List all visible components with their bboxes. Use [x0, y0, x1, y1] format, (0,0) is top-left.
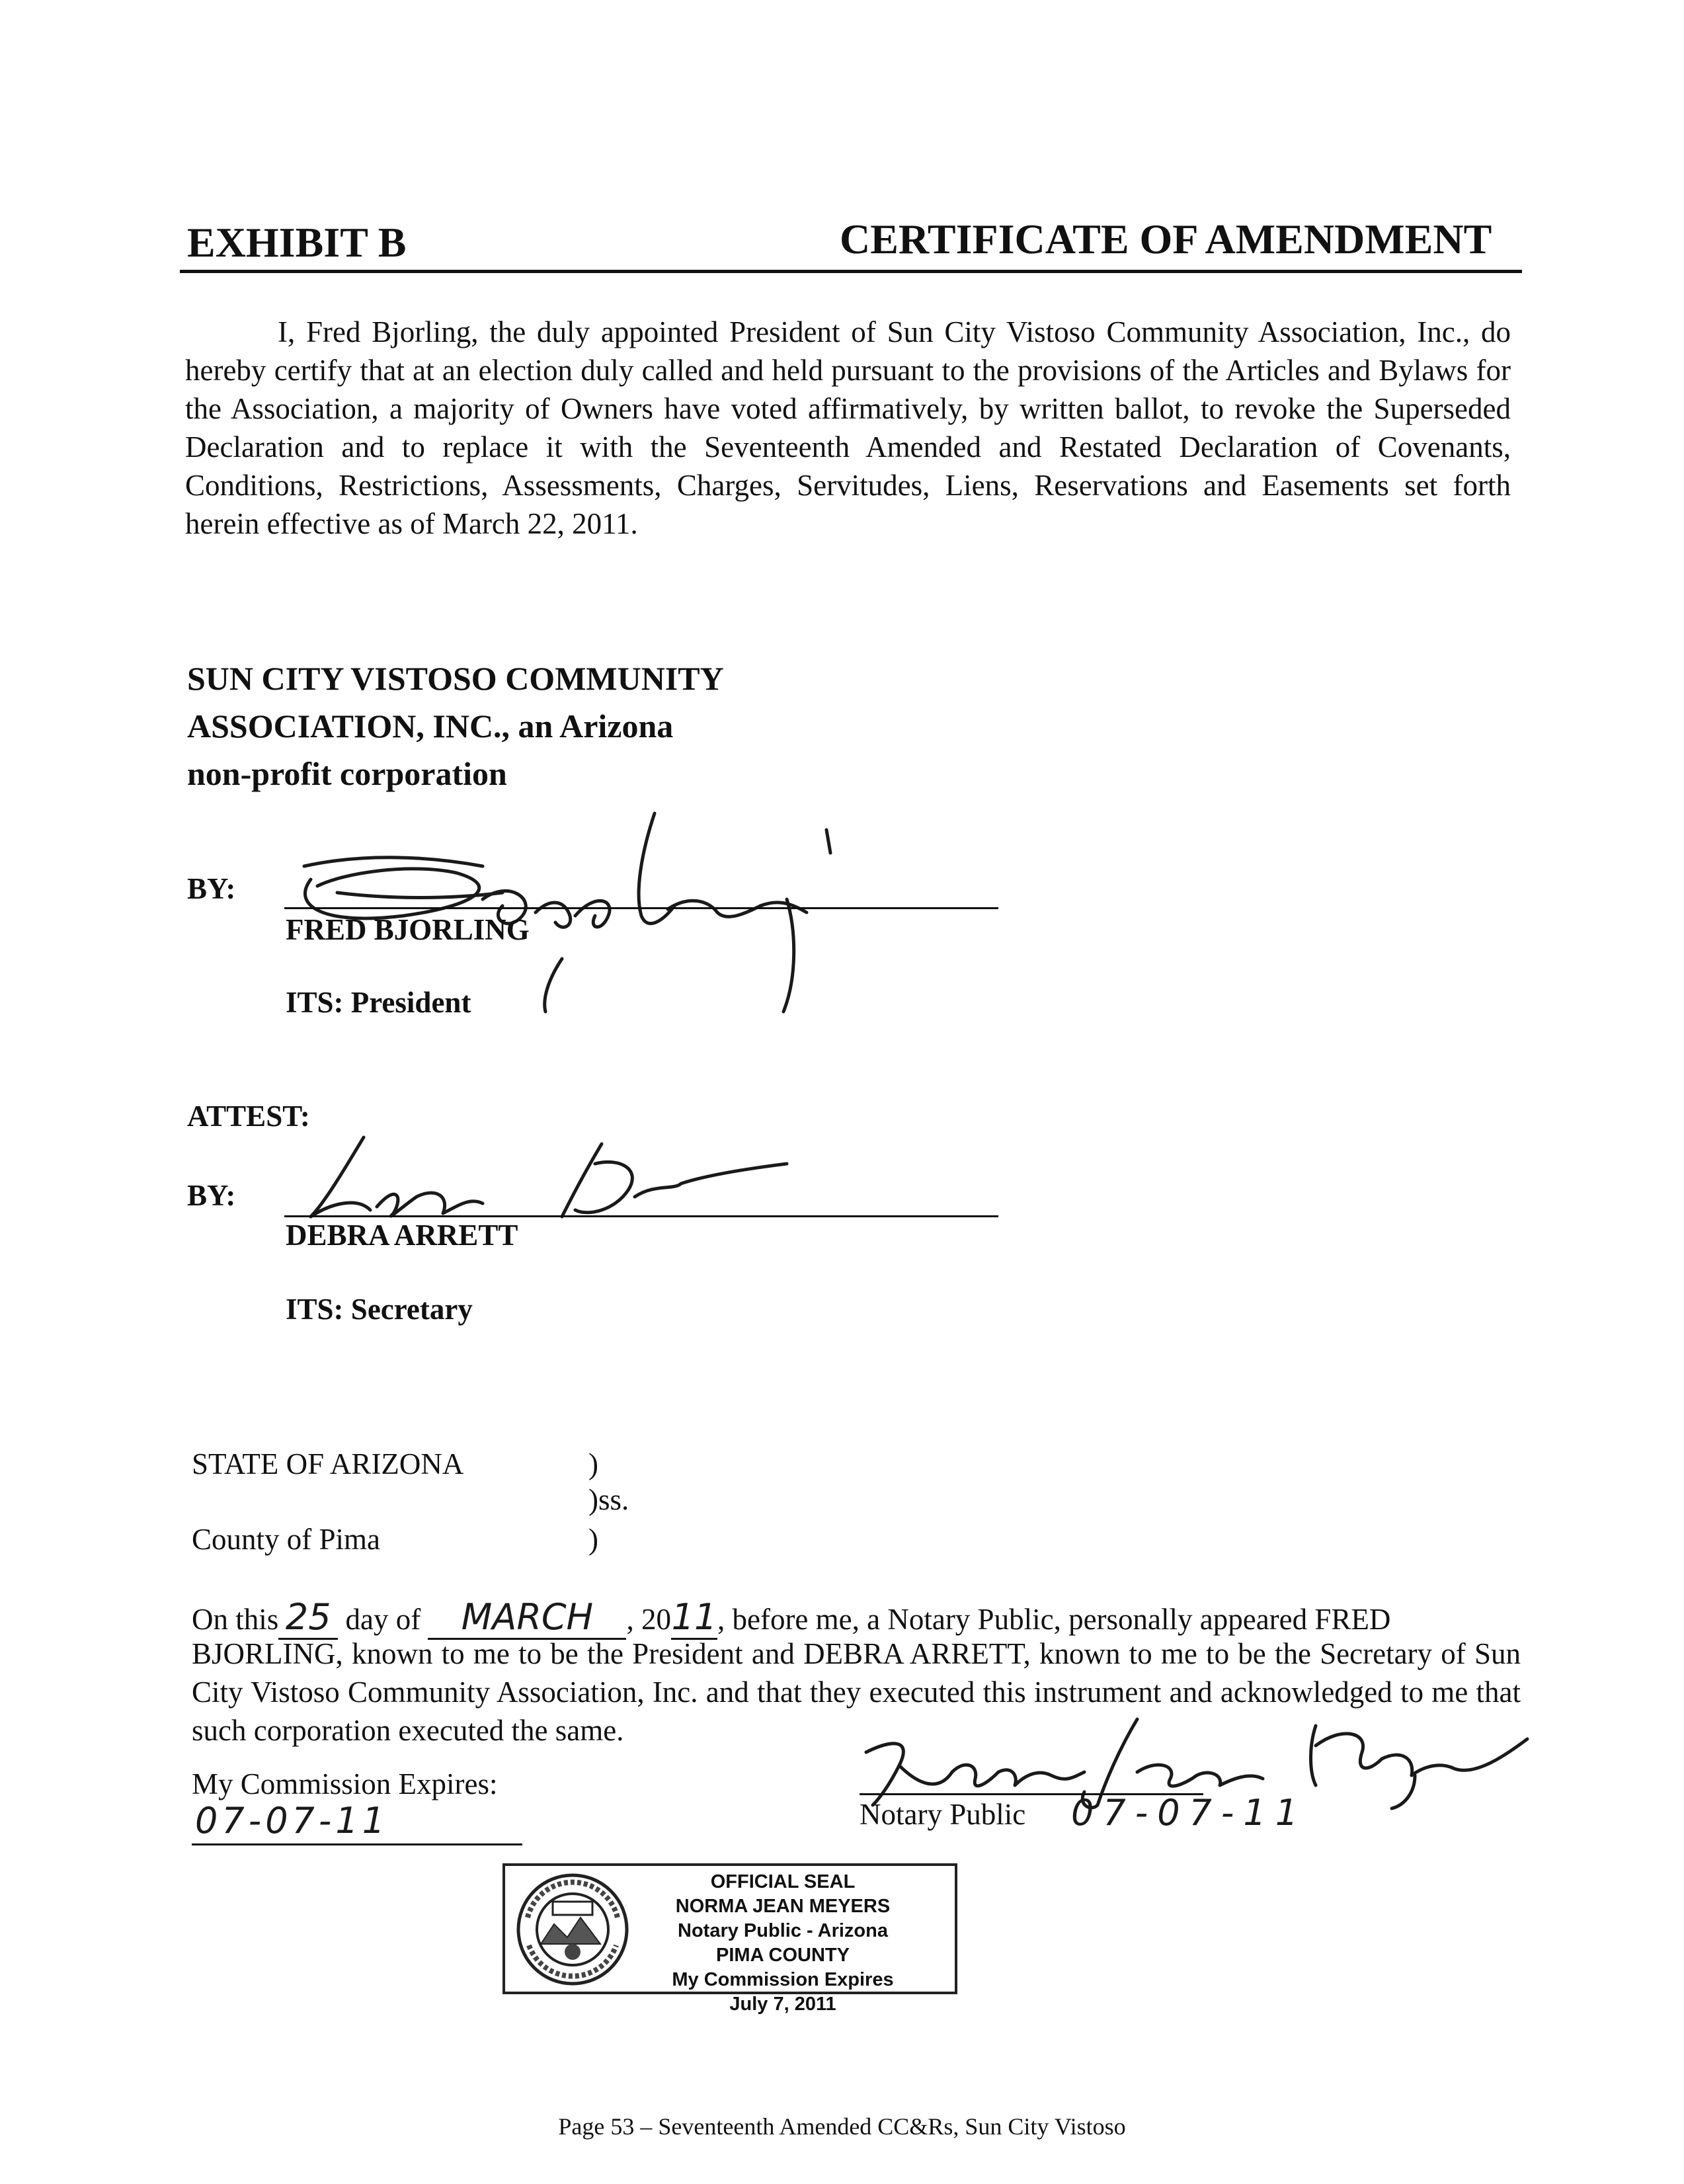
page-footer: Page 53 – Seventeenth Amended CC&Rs, Sun City Vistoso [558, 2113, 1126, 2140]
president-by-label: BY: [187, 872, 236, 905]
entity-line-3: non-profit corporation [187, 755, 507, 792]
president-title: ITS: President [286, 986, 471, 1019]
seal-line-4: PIMA COUNTY [716, 1945, 850, 1966]
venue-ss: )ss. [588, 1483, 629, 1516]
seal-line-5: My Commission Expires [672, 1969, 894, 1990]
seal-text-block [637, 1870, 928, 2017]
entity-line-1: SUN CITY VISTOSO COMMUNITY [187, 660, 724, 697]
venue-paren-1: ) [588, 1447, 598, 1480]
ack-line1-rest: , before me, a Notary Public, personally appeared FRED [717, 1603, 1391, 1636]
arizona-state-seal-icon [514, 1871, 631, 1988]
secretary-by-label: BY: [187, 1179, 236, 1212]
entity-name-block [187, 655, 724, 797]
commission-label: My Commission Expires: [192, 1767, 498, 1800]
seal-line-3: Notary Public - Arizona [678, 1920, 888, 1941]
ack-day-of: day of [345, 1603, 421, 1636]
document-title: CERTIFICATE OF AMENDMENT [840, 216, 1492, 263]
ack-year-prefix: , 20 [626, 1603, 671, 1636]
acknowledgment-body: BJORLING, known to me to be the President and DEBRA ARRETT, known to me to be the Secretary of Sun City Vistoso Community Association, Inc. and that they executed this instrument and acknowledged to me that such corporation executed the same. [192, 1637, 1521, 1747]
header-rule [180, 270, 1522, 273]
attest-label: ATTEST: [187, 1100, 310, 1133]
president-signature-line [284, 907, 998, 909]
ack-month-handwritten: MARCH [428, 1596, 626, 1640]
notary-public-date-handwritten: 07-07-11 [1071, 1792, 1308, 1834]
commission-line [192, 1843, 522, 1845]
seal-line-1: OFFICIAL SEAL [710, 1871, 856, 1892]
secretary-signature-line [284, 1215, 998, 1217]
ack-year-handwritten: 11 [671, 1596, 717, 1640]
exhibit-label: EXHIBIT B [187, 219, 407, 266]
acknowledgment-line-1 [192, 1596, 1521, 1640]
notary-public-label: Notary Public [860, 1798, 1026, 1831]
official-seal-stamp [502, 1863, 957, 2015]
secretary-signature [284, 1124, 813, 1223]
commission-date-handwritten: 07-07-11 [195, 1800, 389, 1841]
venue-state: STATE OF ARIZONA [192, 1447, 464, 1480]
secretary-name: DEBRA ARRETT [286, 1219, 518, 1252]
venue-paren-2: ) [588, 1523, 598, 1556]
president-name: FRED BJORLING [286, 913, 530, 946]
certification-paragraph: I, Fred Bjorling, the duly appointed President of Sun City Vistoso Community Association, Inc., do hereby certify that at an election duly called and held pursuant to the provisions of the Articles and Bylaws for the Association, a majority of Owners have voted affirmatively, by written ballot, to revoke the Superseded Declaration and to replace it with the Seventeenth Amended and Restated Declaration of Covenants, Conditions, Restrictions, Assessments, Charges, Servitudes, Liens, Reservations and Easements set forth herein effective as of March 22, 2011. [185, 315, 1511, 540]
ack-prefix: On this [192, 1603, 279, 1636]
venue-county: County of Pima [192, 1523, 381, 1556]
seal-line-6: July 7, 2011 [729, 1994, 836, 2015]
entity-line-2: ASSOCIATION, INC., an Arizona [187, 708, 674, 745]
ack-day-handwritten: 25 [278, 1596, 338, 1640]
seal-line-2: NORMA JEAN MEYERS [675, 1896, 891, 1917]
secretary-title: ITS: Secretary [286, 1293, 473, 1326]
